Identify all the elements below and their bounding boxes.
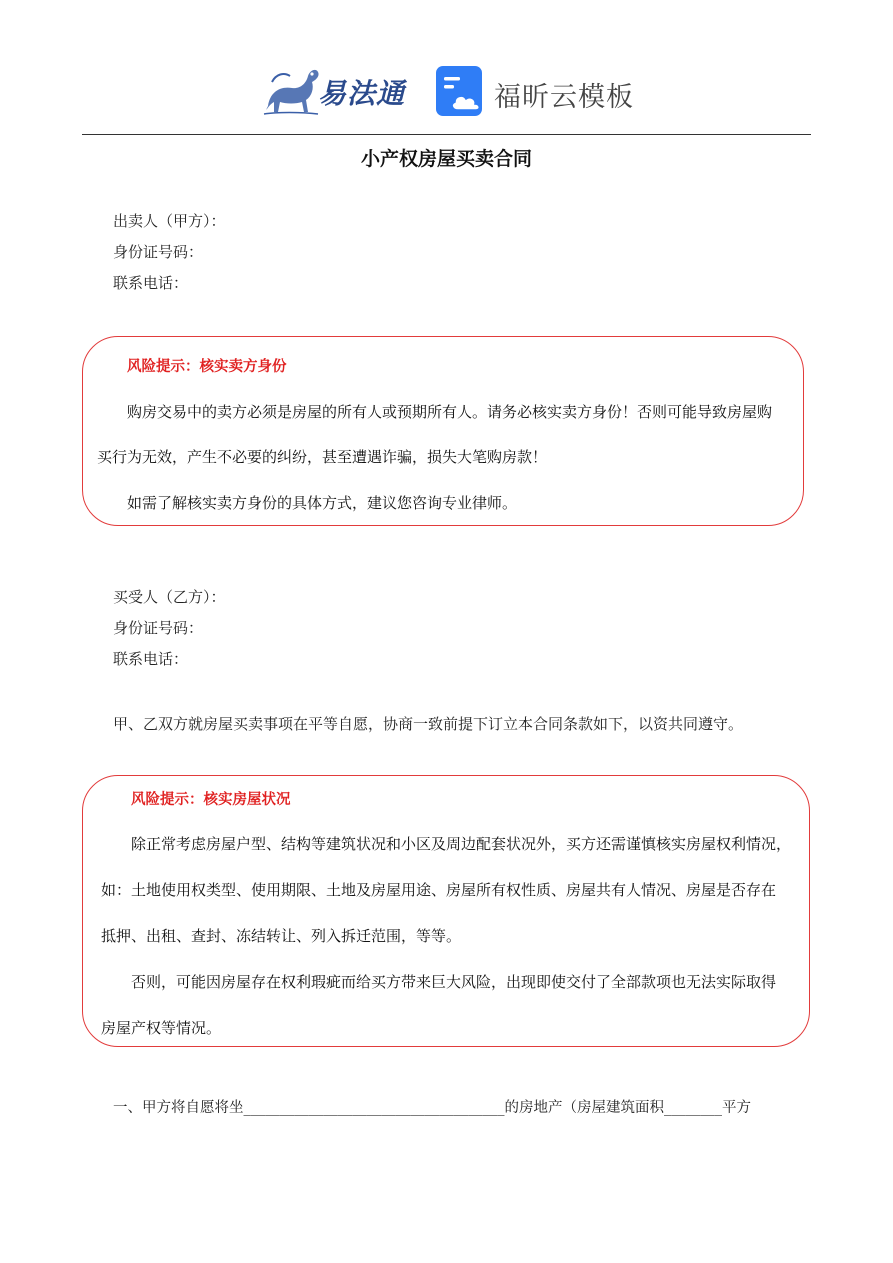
buyer-info (113, 582, 226, 675)
qilin-logo-icon (262, 62, 320, 118)
header (0, 58, 893, 128)
seller-phone-label: 联系电话： (113, 274, 189, 292)
header-divider (82, 134, 811, 135)
seller-id-label: 身份证号码： (113, 243, 204, 261)
yifatong-logo-text: 易法通 (318, 77, 406, 110)
risk-title: 风险提示：核实卖方身份 (127, 359, 287, 375)
risk-text-line: 买行为无效，产生不必要的纠纷，甚至遭遇诈骗，损失大笔购房款！ (97, 448, 548, 466)
risk-title: 风险提示：核实房屋状况 (131, 792, 291, 808)
risk-text-line: 房屋产权等情况。 (101, 1019, 222, 1037)
risk-text-line: 否则，可能因房屋存在权利瑕疵而给买方带来巨大风险，出现即使交付了全部款项也无法实际取得 (131, 973, 777, 991)
intro-paragraph: 甲、乙双方就房屋买卖事项在平等自愿，协商一致前提下订立本合同条款如下，以资共同遵守。 (113, 715, 744, 733)
seller-info (113, 206, 226, 299)
cloud-doc-icon (436, 66, 486, 116)
risk-box-property (82, 775, 810, 1047)
risk-text-line: 如：土地使用权类型、使用期限、土地及房屋用途、房屋所有权性质、房屋共有人情况、房屋是否存在 (101, 881, 777, 899)
risk-text-line: 如需了解核实卖方身份的具体方式，建议您咨询专业律师。 (127, 494, 518, 512)
fuxin-logo (436, 66, 636, 118)
yifatong-logo (262, 62, 412, 118)
buyer-phone-label: 联系电话： (113, 650, 189, 668)
seller-name-label: 出卖人（甲方）： (113, 212, 226, 230)
buyer-id-label: 身份证号码： (113, 619, 204, 637)
fuxin-logo-text: 福昕云模板 (494, 82, 634, 113)
risk-text-line: 抵押、出租、查封、冻结转让、列入拆迁范围，等等。 (101, 927, 462, 945)
risk-text-line: 购房交易中的卖方必须是房屋的所有人或预期所有人。请务必核实卖方身份！否则可能导致房屋购 (127, 403, 773, 421)
risk-text-line: 除正常考虑房屋户型、结构等建筑状况和小区及周边配套状况外，买方还需谨慎核实房屋权利情况， (131, 835, 792, 853)
document-title: 小产权房屋买卖合同 (360, 148, 532, 170)
buyer-name-label: 买受人（乙方）： (113, 588, 226, 606)
clause-1: 一、甲方将自愿将坐____________________________________的房地产（房屋建筑面积________平方 (113, 1100, 751, 1116)
risk-box-seller (82, 336, 804, 526)
